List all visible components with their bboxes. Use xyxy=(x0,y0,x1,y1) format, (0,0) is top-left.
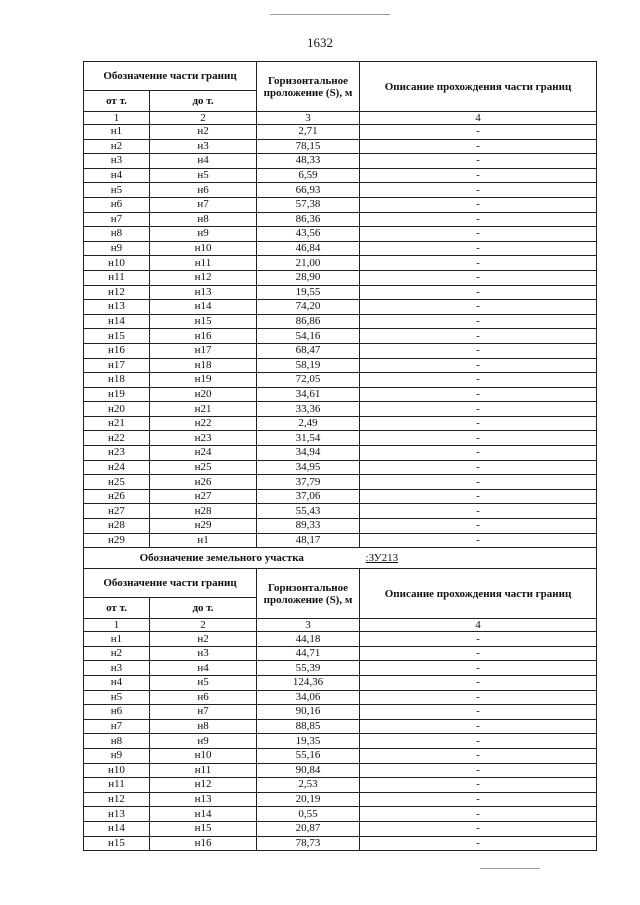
distance-cell: 20,19 xyxy=(257,792,360,807)
to-point-header: до т. xyxy=(150,598,257,619)
table-row xyxy=(84,646,597,661)
from-point-cell: н10 xyxy=(84,763,150,778)
description-cell: - xyxy=(360,519,597,534)
table-row xyxy=(84,154,597,169)
description-cell: - xyxy=(360,270,597,285)
table-row xyxy=(84,446,597,461)
distance-cell: 43,56 xyxy=(257,227,360,242)
to-point-cell: н14 xyxy=(150,300,257,315)
distance-cell: 89,33 xyxy=(257,519,360,534)
distance-cell: 68,47 xyxy=(257,343,360,358)
table-row xyxy=(84,719,597,734)
description-cell: - xyxy=(360,358,597,373)
table-row xyxy=(84,705,597,720)
from-point-cell: н21 xyxy=(84,416,150,431)
description-cell: - xyxy=(360,387,597,402)
description-cell: - xyxy=(360,285,597,300)
distance-cell: 88,85 xyxy=(257,719,360,734)
distance-cell: 58,19 xyxy=(257,358,360,373)
distance-cell: 33,36 xyxy=(257,402,360,417)
description-cell: - xyxy=(360,690,597,705)
distance-cell: 72,05 xyxy=(257,373,360,388)
to-point-cell: н25 xyxy=(150,460,257,475)
to-point-cell: н13 xyxy=(150,792,257,807)
table-row xyxy=(84,270,597,285)
from-point-cell: н9 xyxy=(84,241,150,256)
table-row xyxy=(84,329,597,344)
description-cell: - xyxy=(360,661,597,676)
description-cell: - xyxy=(360,343,597,358)
table-row xyxy=(84,489,597,504)
distance-cell: 55,43 xyxy=(257,504,360,519)
description-cell: - xyxy=(360,241,597,256)
distance-cell: 90,84 xyxy=(257,763,360,778)
description-cell: - xyxy=(360,475,597,490)
table-row xyxy=(84,212,597,227)
segment-designation-header: Обозначение части границ xyxy=(84,62,257,91)
distance-cell: 57,38 xyxy=(257,197,360,212)
table-row xyxy=(84,778,597,793)
from-point-cell: н7 xyxy=(84,719,150,734)
description-cell: - xyxy=(360,431,597,446)
to-point-cell: н23 xyxy=(150,431,257,446)
to-point-cell: н7 xyxy=(150,197,257,212)
from-point-cell: н24 xyxy=(84,460,150,475)
table2-header-row xyxy=(84,569,597,598)
description-cell: - xyxy=(360,676,597,691)
from-point-cell: н11 xyxy=(84,270,150,285)
from-point-cell: н1 xyxy=(84,125,150,140)
table-row xyxy=(84,836,597,851)
table-row xyxy=(84,125,597,140)
table-row xyxy=(84,256,597,271)
distance-cell: 54,16 xyxy=(257,329,360,344)
description-cell: - xyxy=(360,256,597,271)
from-point-cell: н12 xyxy=(84,285,150,300)
description-cell: - xyxy=(360,533,597,548)
from-point-cell: н2 xyxy=(84,139,150,154)
segment-designation-header: Обозначение части границ xyxy=(84,569,257,598)
column-index: 3 xyxy=(257,619,360,632)
description-cell: - xyxy=(360,168,597,183)
to-point-cell: н19 xyxy=(150,373,257,388)
table-row xyxy=(84,504,597,519)
table-row xyxy=(84,197,597,212)
description-cell: - xyxy=(360,489,597,504)
to-point-cell: н4 xyxy=(150,661,257,676)
from-point-cell: н8 xyxy=(84,734,150,749)
description-cell: - xyxy=(360,329,597,344)
description-cell: - xyxy=(360,373,597,388)
table-row xyxy=(84,632,597,647)
to-point-cell: н12 xyxy=(150,270,257,285)
distance-cell: 0,55 xyxy=(257,807,360,822)
description-header: Описание прохождения части границ xyxy=(360,569,597,619)
distance-cell: 37,06 xyxy=(257,489,360,504)
distance-cell: 31,54 xyxy=(257,431,360,446)
to-point-cell: н27 xyxy=(150,489,257,504)
scan-mark-bottom xyxy=(480,868,540,869)
from-point-cell: н12 xyxy=(84,792,150,807)
from-point-cell: н10 xyxy=(84,256,150,271)
description-cell: - xyxy=(360,402,597,417)
description-cell: - xyxy=(360,748,597,763)
column-index: 1 xyxy=(84,112,150,125)
to-point-cell: н16 xyxy=(150,329,257,344)
from-point-cell: н20 xyxy=(84,402,150,417)
horizontal-distance-header: Горизонтальное проложение (S), м xyxy=(257,569,360,619)
table-row xyxy=(84,676,597,691)
description-cell: - xyxy=(360,792,597,807)
from-point-cell: н5 xyxy=(84,183,150,198)
from-point-cell: н9 xyxy=(84,748,150,763)
table-row xyxy=(84,763,597,778)
from-point-cell: н3 xyxy=(84,154,150,169)
to-point-cell: н22 xyxy=(150,416,257,431)
table-row xyxy=(84,402,597,417)
table-row xyxy=(84,227,597,242)
to-point-cell: н20 xyxy=(150,387,257,402)
from-point-cell: н18 xyxy=(84,373,150,388)
from-point-cell: н28 xyxy=(84,519,150,534)
distance-cell: 44,71 xyxy=(257,646,360,661)
to-point-cell: н24 xyxy=(150,446,257,461)
table-row xyxy=(84,431,597,446)
table-row xyxy=(84,358,597,373)
from-point-cell: н2 xyxy=(84,646,150,661)
description-cell: - xyxy=(360,314,597,329)
distance-cell: 21,00 xyxy=(257,256,360,271)
from-point-cell: н27 xyxy=(84,504,150,519)
table-row xyxy=(84,285,597,300)
to-point-cell: н8 xyxy=(150,719,257,734)
to-point-cell: н21 xyxy=(150,402,257,417)
distance-cell: 55,16 xyxy=(257,748,360,763)
to-point-cell: н3 xyxy=(150,139,257,154)
to-point-cell: н5 xyxy=(150,168,257,183)
to-point-cell: н2 xyxy=(150,632,257,647)
to-point-cell: н1 xyxy=(150,533,257,548)
to-point-cell: н18 xyxy=(150,358,257,373)
to-point-cell: н10 xyxy=(150,748,257,763)
from-point-cell: н15 xyxy=(84,836,150,851)
distance-cell: 124,36 xyxy=(257,676,360,691)
table-row xyxy=(84,821,597,836)
description-cell: - xyxy=(360,504,597,519)
distance-cell: 34,95 xyxy=(257,460,360,475)
column-index: 4 xyxy=(360,112,597,125)
to-point-cell: н28 xyxy=(150,504,257,519)
to-point-cell: н8 xyxy=(150,212,257,227)
table-row xyxy=(84,387,597,402)
from-point-cell: н15 xyxy=(84,329,150,344)
table-row xyxy=(84,734,597,749)
distance-cell: 20,87 xyxy=(257,821,360,836)
to-point-cell: н6 xyxy=(150,690,257,705)
description-cell: - xyxy=(360,125,597,140)
distance-cell: 34,61 xyxy=(257,387,360,402)
distance-cell: 2,53 xyxy=(257,778,360,793)
to-point-cell: н5 xyxy=(150,676,257,691)
description-cell: - xyxy=(360,807,597,822)
description-cell: - xyxy=(360,300,597,315)
table-row xyxy=(84,343,597,358)
from-point-cell: н22 xyxy=(84,431,150,446)
distance-cell: 55,39 xyxy=(257,661,360,676)
distance-cell: 66,93 xyxy=(257,183,360,198)
distance-cell: 90,16 xyxy=(257,705,360,720)
description-cell: - xyxy=(360,836,597,851)
table1-column-index-row xyxy=(84,112,597,125)
from-point-cell: н14 xyxy=(84,314,150,329)
table-row xyxy=(84,533,597,548)
to-point-cell: н6 xyxy=(150,183,257,198)
description-cell: - xyxy=(360,227,597,242)
from-point-cell: н6 xyxy=(84,197,150,212)
horizontal-distance-header: Горизонтальное проложение (S), м xyxy=(257,62,360,112)
description-cell: - xyxy=(360,705,597,720)
scan-mark-top xyxy=(270,14,390,15)
description-cell: - xyxy=(360,154,597,169)
table-row xyxy=(84,183,597,198)
from-point-cell: н5 xyxy=(84,690,150,705)
from-point-cell: н4 xyxy=(84,168,150,183)
from-point-cell: н13 xyxy=(84,807,150,822)
to-point-cell: н14 xyxy=(150,807,257,822)
distance-cell: 86,36 xyxy=(257,212,360,227)
from-point-cell: н8 xyxy=(84,227,150,242)
table-row xyxy=(84,314,597,329)
to-point-cell: н9 xyxy=(150,734,257,749)
table-row xyxy=(84,168,597,183)
distance-cell: 48,17 xyxy=(257,533,360,548)
distance-cell: 28,90 xyxy=(257,270,360,285)
table-row xyxy=(84,300,597,315)
description-cell: - xyxy=(360,197,597,212)
table-row xyxy=(84,792,597,807)
to-point-cell: н3 xyxy=(150,646,257,661)
description-cell: - xyxy=(360,719,597,734)
boundary-table xyxy=(83,61,597,851)
from-point-cell: н1 xyxy=(84,632,150,647)
to-point-cell: н29 xyxy=(150,519,257,534)
distance-cell: 78,15 xyxy=(257,139,360,154)
to-point-cell: н15 xyxy=(150,821,257,836)
column-index: 2 xyxy=(150,112,257,125)
table1-header-row xyxy=(84,62,597,91)
description-cell: - xyxy=(360,183,597,198)
table-row xyxy=(84,748,597,763)
distance-cell: 19,35 xyxy=(257,734,360,749)
table-row xyxy=(84,519,597,534)
to-point-cell: н11 xyxy=(150,256,257,271)
to-point-cell: н10 xyxy=(150,241,257,256)
distance-cell: 86,86 xyxy=(257,314,360,329)
from-point-cell: н6 xyxy=(84,705,150,720)
to-point-cell: н7 xyxy=(150,705,257,720)
parcel-row xyxy=(84,548,597,569)
distance-cell: 74,20 xyxy=(257,300,360,315)
distance-cell: 34,06 xyxy=(257,690,360,705)
to-point-cell: н16 xyxy=(150,836,257,851)
description-header: Описание прохождения части границ xyxy=(360,62,597,112)
from-point-cell: н11 xyxy=(84,778,150,793)
from-point-cell: н14 xyxy=(84,821,150,836)
from-point-cell: н13 xyxy=(84,300,150,315)
distance-cell: 46,84 xyxy=(257,241,360,256)
description-cell: - xyxy=(360,778,597,793)
distance-cell: 19,55 xyxy=(257,285,360,300)
description-cell: - xyxy=(360,139,597,154)
table-row xyxy=(84,475,597,490)
distance-cell: 37,79 xyxy=(257,475,360,490)
from-point-cell: н23 xyxy=(84,446,150,461)
distance-cell: 2,49 xyxy=(257,416,360,431)
column-index: 4 xyxy=(360,619,597,632)
description-cell: - xyxy=(360,734,597,749)
description-cell: - xyxy=(360,460,597,475)
to-point-cell: н26 xyxy=(150,475,257,490)
from-point-cell: н29 xyxy=(84,533,150,548)
table-row xyxy=(84,139,597,154)
to-point-cell: н9 xyxy=(150,227,257,242)
from-point-header: от т. xyxy=(84,598,150,619)
to-point-cell: н11 xyxy=(150,763,257,778)
description-cell: - xyxy=(360,763,597,778)
from-point-cell: н4 xyxy=(84,676,150,691)
distance-cell: 48,33 xyxy=(257,154,360,169)
parcel-label: Обозначение земельного участка xyxy=(84,548,360,569)
description-cell: - xyxy=(360,212,597,227)
table-row xyxy=(84,241,597,256)
table-row xyxy=(84,416,597,431)
column-index: 2 xyxy=(150,619,257,632)
to-point-cell: н2 xyxy=(150,125,257,140)
table-row xyxy=(84,373,597,388)
to-point-cell: н4 xyxy=(150,154,257,169)
table-row xyxy=(84,807,597,822)
distance-cell: 34,94 xyxy=(257,446,360,461)
from-point-cell: н19 xyxy=(84,387,150,402)
column-index: 3 xyxy=(257,112,360,125)
distance-cell: 6,59 xyxy=(257,168,360,183)
from-point-header: от т. xyxy=(84,91,150,112)
table-row xyxy=(84,690,597,705)
to-point-cell: н13 xyxy=(150,285,257,300)
table-row xyxy=(84,661,597,676)
description-cell: - xyxy=(360,416,597,431)
distance-cell: 44,18 xyxy=(257,632,360,647)
page-number: 1632 xyxy=(307,35,333,50)
to-point-cell: н15 xyxy=(150,314,257,329)
from-point-cell: н16 xyxy=(84,343,150,358)
column-index: 1 xyxy=(84,619,150,632)
table2-column-index-row xyxy=(84,619,597,632)
from-point-cell: н17 xyxy=(84,358,150,373)
from-point-cell: н25 xyxy=(84,475,150,490)
description-cell: - xyxy=(360,632,597,647)
from-point-cell: н7 xyxy=(84,212,150,227)
from-point-cell: н26 xyxy=(84,489,150,504)
description-cell: - xyxy=(360,821,597,836)
description-cell: - xyxy=(360,446,597,461)
to-point-cell: н12 xyxy=(150,778,257,793)
description-cell: - xyxy=(360,646,597,661)
from-point-cell: н3 xyxy=(84,661,150,676)
to-point-cell: н17 xyxy=(150,343,257,358)
parcel-id: :ЗУ213 xyxy=(360,548,597,569)
to-point-header: до т. xyxy=(150,91,257,112)
table-row xyxy=(84,460,597,475)
distance-cell: 78,73 xyxy=(257,836,360,851)
distance-cell: 2,71 xyxy=(257,125,360,140)
